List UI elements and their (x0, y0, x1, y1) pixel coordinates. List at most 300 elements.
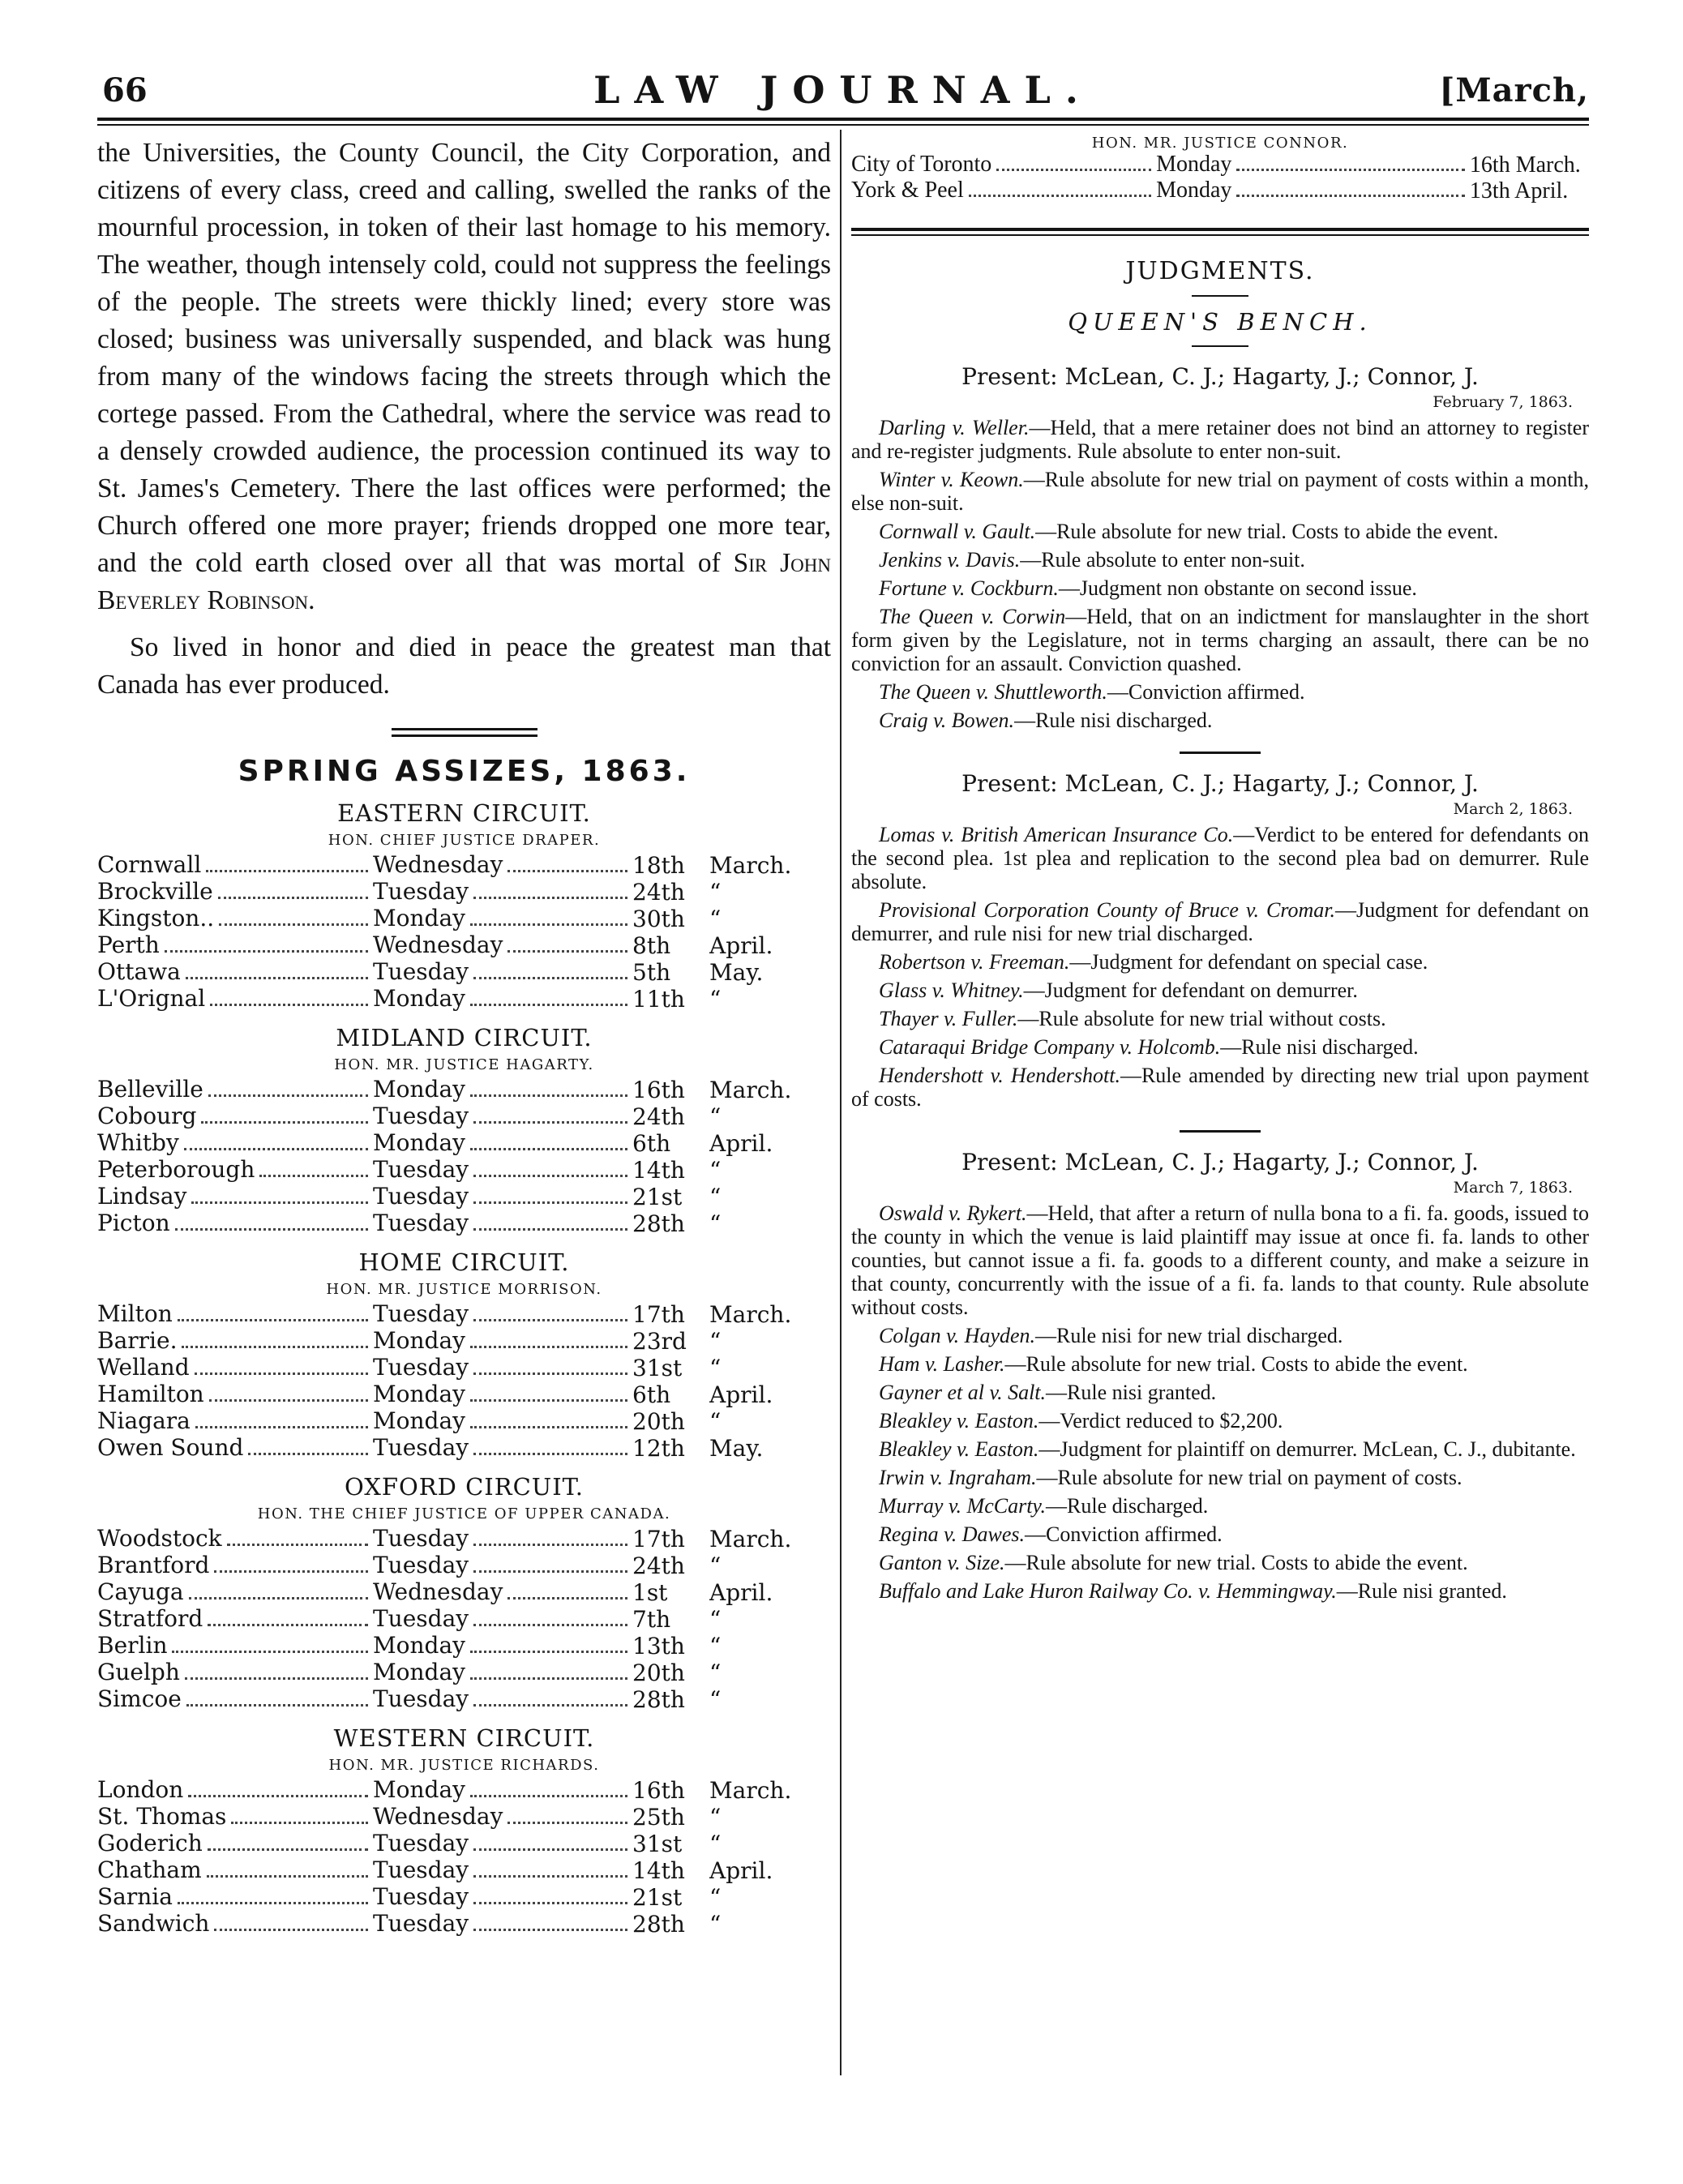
leader-dots (473, 1372, 627, 1375)
month-cell: “ (709, 1831, 722, 1857)
leader-dots (184, 1148, 368, 1150)
circuit-schedule (97, 1077, 831, 1237)
case-title: Cornwall v. Gault. (879, 520, 1036, 543)
case-text: —Rule discharged. (1046, 1494, 1209, 1518)
place-cell (97, 1831, 373, 1857)
case-entry (851, 1352, 1589, 1376)
schedule-row (97, 1130, 831, 1157)
case-entry (851, 1324, 1589, 1347)
place-name: Kingston.. (97, 906, 215, 931)
case-entry (851, 1201, 1589, 1319)
case-text: —Judgment for plaintiff on demurrer. McLean, C. J., dubitante. (1038, 1437, 1576, 1461)
month-cell: April. (709, 1130, 773, 1157)
day-cell (373, 932, 632, 959)
schedule-row (97, 1435, 831, 1462)
place-cell (97, 1355, 373, 1381)
circuit-judge: HON. MR. JUSTICE MORRISON. (326, 1281, 602, 1298)
place-name: Owen Sound (97, 1435, 244, 1461)
case-entry (851, 680, 1589, 704)
case-title: Oswald v. Rykert. (879, 1201, 1027, 1225)
case-text: —Held, that a mere retainer does not bind an attorney to register and re-register judgments. Rule absolute to enter non-suit. (851, 416, 1589, 463)
weekday: Tuesday (373, 1210, 469, 1236)
leader-dots (473, 1544, 627, 1546)
case-entry (851, 1007, 1589, 1030)
schedule-row (97, 1606, 831, 1633)
weekday: Tuesday (373, 1103, 469, 1129)
month-cell: March. (709, 1077, 792, 1103)
place-cell (97, 986, 373, 1013)
case-entry (851, 576, 1589, 600)
month-cell: “ (709, 1804, 722, 1831)
schedule-row (97, 932, 831, 959)
leader-dots (206, 870, 368, 872)
leader-dots (178, 1902, 368, 1904)
place-name: Barrie. (97, 1328, 178, 1354)
judgment-date: March 7, 1863. (1453, 1179, 1573, 1197)
month-cell: March. (709, 1301, 792, 1328)
case-text: —Rule absolute to enter non-suit. (1020, 548, 1305, 572)
place-name: Whitby (97, 1130, 179, 1156)
case-entry (851, 468, 1589, 515)
schedule-row (97, 1184, 831, 1210)
judgment-date: February 7, 1863. (1432, 393, 1573, 411)
weekday: Wednesday (373, 1804, 503, 1830)
date-cell: 13th (632, 1633, 685, 1659)
place-cell (97, 1606, 373, 1633)
case-title: Irwin v. Ingraham. (879, 1466, 1037, 1489)
leader-dots (507, 870, 627, 872)
right-column (851, 135, 1589, 1603)
case-entry (851, 1494, 1589, 1518)
leader-dots (473, 1848, 627, 1851)
case-title: Ganton v. Size. (879, 1551, 1005, 1574)
circuit-judge: HON. CHIEF JUSTICE DRAPER. (328, 832, 601, 849)
leader-dots (473, 1228, 627, 1231)
leader-dots (172, 1651, 368, 1653)
weekday: Monday (373, 1777, 465, 1803)
weekday: Monday (373, 906, 465, 931)
day-cell (373, 1606, 632, 1633)
schedule-row (97, 879, 831, 906)
place-name: York & Peel (851, 178, 964, 203)
place-name: City of Toronto (851, 152, 992, 177)
date-cell: 6th (632, 1381, 671, 1408)
date-cell: 16th (632, 1077, 685, 1103)
month-cell: March. (709, 1526, 792, 1552)
weekday: Wednesday (373, 1579, 503, 1605)
leader-dots (259, 1175, 368, 1177)
day-cell (373, 1579, 632, 1606)
place-cell (97, 1408, 373, 1435)
month-cell: “ (709, 1633, 722, 1659)
place-cell (97, 1911, 373, 1938)
place-name: Belleville (97, 1077, 203, 1103)
month-cell: “ (709, 1884, 722, 1911)
place-cell (97, 1526, 373, 1552)
leader-dots (507, 1822, 627, 1824)
circuit-title: OXFORD CIRCUIT. (345, 1473, 584, 1501)
day-cell (373, 1435, 632, 1462)
leader-dots (470, 1795, 627, 1797)
day-cell (373, 1552, 632, 1579)
date-cell: 31st (632, 1831, 683, 1857)
leader-dots (207, 1875, 368, 1878)
leader-dots (208, 1094, 368, 1097)
case-title: Regina v. Dawes. (879, 1522, 1026, 1546)
weekday: Monday (373, 1381, 465, 1407)
leader-dots (201, 1121, 368, 1124)
leader-dots (473, 977, 627, 979)
place-name: Simcoe (97, 1686, 182, 1712)
month-cell: April. (709, 1381, 773, 1408)
case-title: Cataraqui Bridge Company v. Holcomb. (879, 1035, 1221, 1059)
day-cell (373, 1659, 632, 1686)
leader-dots (218, 897, 368, 899)
day-cell (1156, 152, 1470, 178)
section-separator (1180, 1130, 1261, 1133)
place-name: Hamilton (97, 1381, 204, 1407)
case-entry (851, 1437, 1589, 1461)
month-cell: May. (709, 959, 764, 986)
case-entry (851, 1035, 1589, 1059)
weekday: Tuesday (373, 1884, 469, 1910)
case-title: Darling v. Weller. (879, 416, 1030, 439)
month-cell: “ (709, 1606, 722, 1633)
month-cell: “ (709, 1210, 722, 1237)
judgments-rule-thin (851, 234, 1589, 236)
place-name: Berlin (97, 1633, 168, 1659)
column-divider (840, 130, 842, 2075)
place-cell (97, 1686, 373, 1713)
leader-dots (178, 1319, 368, 1321)
month-cell: “ (709, 1408, 722, 1435)
place-name: Milton (97, 1301, 173, 1327)
case-text: —Verdict reduced to $2,200. (1038, 1409, 1283, 1432)
weekday: Wednesday (373, 852, 503, 878)
case-title: Colgan v. Hayden. (879, 1324, 1036, 1347)
place-cell (97, 1884, 373, 1911)
place-name: Picton (97, 1210, 170, 1236)
leader-dots (210, 1004, 368, 1006)
weekday: Tuesday (373, 1831, 469, 1856)
case-text: —Rule absolute for new trial on payment of costs within a month, else non-suit. (851, 468, 1589, 515)
place-cell (97, 1103, 373, 1130)
month-cell: “ (709, 1157, 722, 1184)
date-cell: 28th (632, 1686, 685, 1713)
case-entry (851, 823, 1589, 893)
leader-dots (470, 1148, 627, 1150)
month-cell: May. (709, 1435, 764, 1462)
leader-dots (227, 1544, 368, 1546)
case-entry (851, 1409, 1589, 1432)
judgment-date: March 2, 1863. (1453, 800, 1573, 818)
date-cell: 5th (632, 959, 671, 986)
case-title: Gayner et al v. Salt. (879, 1381, 1047, 1404)
case-text: —Conviction affirmed. (1107, 680, 1305, 704)
leader-dots (969, 195, 1151, 197)
schedule-row (97, 1777, 831, 1804)
case-text: —Rule amended by directing new trial upon payment of costs. (851, 1064, 1589, 1111)
schedule-row (97, 1328, 831, 1355)
schedule-row (97, 1526, 831, 1552)
day-cell (373, 906, 632, 932)
place-cell (97, 1157, 373, 1184)
judgment-sections (851, 363, 1589, 1603)
place-name: L'Orignal (97, 986, 206, 1012)
case-text: —Rule nisi discharged. (1220, 1035, 1419, 1059)
place-name: Cayuga (97, 1579, 184, 1605)
place-name: Perth (97, 932, 160, 958)
weekday: Tuesday (373, 879, 469, 905)
month-cell: April. (709, 932, 773, 959)
schedule-row (97, 1659, 831, 1686)
schedule-row (97, 1831, 831, 1857)
date-cell: 24th (632, 1552, 685, 1579)
place-name: Cornwall (97, 852, 202, 878)
date-cell: 20th (632, 1408, 685, 1435)
leader-dots (470, 1426, 627, 1428)
place-cell (97, 1659, 373, 1686)
case-entry (851, 605, 1589, 675)
date-cell: 17th (632, 1526, 685, 1552)
case-title: Ham v. Lasher. (879, 1352, 1005, 1376)
header-rule-thin (97, 124, 1589, 126)
place-name: Niagara (97, 1408, 191, 1434)
case-title: Hendershott v. Hendershott. (879, 1064, 1120, 1087)
weekday: Tuesday (373, 1157, 469, 1183)
leader-dots (214, 1570, 368, 1573)
weekday: Monday (373, 1408, 465, 1434)
place-cell (97, 879, 373, 906)
case-entry (851, 1551, 1589, 1574)
place-cell (97, 852, 373, 879)
leader-dots (195, 1426, 368, 1428)
circuit-judge: HON. THE CHIEF JUSTICE OF UPPER CANADA. (257, 1505, 671, 1522)
month-cell: “ (709, 1355, 722, 1381)
leader-dots (473, 1902, 627, 1904)
connor-heading: HON. MR. JUSTICE CONNOR. (1091, 135, 1349, 152)
weekday: Monday (1156, 152, 1232, 177)
month-cell: April. (709, 1857, 773, 1884)
case-text: —Rule absolute for new trial. Costs to abide the event. (1004, 1352, 1468, 1376)
leader-dots (473, 1570, 627, 1573)
paragraph-procession-end: . (308, 585, 315, 615)
place-cell (97, 1857, 373, 1884)
assizes-title: SPRING ASSIZES, 1863. (238, 755, 691, 788)
leader-dots (182, 1346, 368, 1348)
leader-dots (186, 1704, 368, 1707)
header-rule (97, 118, 1589, 121)
place-cell (97, 1301, 373, 1328)
leader-dots (248, 1453, 368, 1455)
section-rule (392, 728, 537, 737)
place-cell (97, 1077, 373, 1103)
place-name: St. Thomas (97, 1804, 227, 1830)
place-name: Peterborough (97, 1157, 255, 1183)
day-cell (373, 1831, 632, 1857)
schedule-row (851, 178, 1589, 203)
month-cell: March. (709, 852, 792, 879)
leader-dots (470, 1346, 627, 1348)
case-text: —Judgment for defendant on demurrer. (1023, 979, 1358, 1002)
case-text: —Held, that on an indictment for manslaughter in the short form given by the Legislature, not in terms charging an assault, there can be no conviction for an assault. Conviction quashed. (851, 605, 1589, 675)
schedule-row (97, 1408, 831, 1435)
weekday: Tuesday (373, 1606, 469, 1632)
weekday: Wednesday (373, 932, 503, 958)
place-name: Stratford (97, 1606, 203, 1632)
connor-schedule (851, 152, 1589, 203)
section-separator (1180, 752, 1261, 754)
place-cell (97, 1633, 373, 1659)
case-entry (851, 1466, 1589, 1489)
place-cell (851, 178, 1156, 203)
schedule-row (97, 1381, 831, 1408)
case-entry (851, 1381, 1589, 1404)
schedule-row (97, 1884, 831, 1911)
date-cell: 7th (632, 1606, 671, 1633)
schedule-row (97, 1579, 831, 1606)
month-cell: “ (709, 1686, 722, 1713)
case-title: Robertson v. Freeman. (879, 950, 1070, 974)
case-text: —Rule nisi granted. (1336, 1579, 1507, 1603)
place-name: Woodstock (97, 1526, 222, 1552)
judgments-title: JUDGMENTS. (1125, 257, 1315, 285)
schedule-row (97, 1077, 831, 1103)
day-cell (373, 986, 632, 1013)
leader-dots (186, 977, 368, 979)
leader-dots (175, 1228, 368, 1231)
present-judges: Present: McLean, C. J.; Hagarty, J.; Connor, J. (961, 363, 1479, 390)
robinson-name: Sir John Beverley Robinson (97, 548, 831, 615)
date-cell: 21st (632, 1184, 683, 1210)
leader-dots (188, 1795, 368, 1797)
day-cell (373, 1526, 632, 1552)
schedule-row (97, 1210, 831, 1237)
case-text: —Conviction affirmed. (1025, 1522, 1223, 1546)
date-cell: 24th (632, 879, 685, 906)
leader-dots (219, 923, 368, 926)
date-cell: 18th (632, 852, 685, 879)
case-title: Buffalo and Lake Huron Railway Co. v. Hemmingway. (879, 1579, 1337, 1603)
schedule-row (97, 1804, 831, 1831)
weekday: Tuesday (373, 1301, 469, 1327)
place-cell (97, 1579, 373, 1606)
case-title: Provisional Corporation County of Bruce v. Cromar. (879, 898, 1336, 922)
day-cell (373, 1103, 632, 1130)
left-column (97, 135, 831, 1938)
place-name: Guelph (97, 1659, 180, 1685)
date-cell: 6th (632, 1130, 671, 1157)
place-cell (97, 1435, 373, 1462)
schedule-row (97, 906, 831, 932)
case-text: —Rule absolute for new trial without costs. (1017, 1007, 1386, 1030)
weekday: Tuesday (373, 1857, 469, 1883)
case-text: —Judgment for defendant on special case. (1069, 950, 1428, 974)
leader-dots (1236, 169, 1465, 171)
month-cell: “ (709, 879, 722, 906)
day-cell (373, 1911, 632, 1938)
schedule-row (97, 1552, 831, 1579)
case-title: Lomas v. British American Insurance Co. (879, 823, 1234, 846)
leader-dots (208, 1624, 368, 1626)
case-text: —Rule absolute for new trial on payment of costs. (1036, 1466, 1462, 1489)
case-title: Bleakley v. Easton. (879, 1409, 1039, 1432)
leader-dots (470, 1004, 627, 1006)
weekday: Monday (373, 1328, 465, 1354)
date-cell: 24th (632, 1103, 685, 1130)
schedule-row (97, 959, 831, 986)
case-text: —Verdict to be entered for defendants on the second plea. 1st plea and replication to the second plea bad on demurrer. Rule absolute. (851, 823, 1589, 893)
case-entry (851, 1579, 1589, 1603)
leader-dots (473, 1875, 627, 1878)
schedule-row (97, 1633, 831, 1659)
place-name: Chatham (97, 1857, 202, 1883)
leader-dots (165, 950, 368, 953)
journal-title: LAW JOURNAL. (593, 68, 1093, 112)
day-cell (373, 1157, 632, 1184)
day-cell (373, 1130, 632, 1157)
place-name: Brockville (97, 879, 213, 905)
leader-dots (473, 1201, 627, 1204)
day-cell (373, 959, 632, 986)
month-cell: “ (709, 1328, 722, 1355)
schedule-row (97, 1301, 831, 1328)
paragraph-closing: So lived in honor and died in peace the greatest man that Canada has ever produced. (97, 632, 831, 700)
day-cell (373, 1408, 632, 1435)
leader-dots (470, 923, 627, 926)
day-cell (1156, 178, 1470, 203)
circuit-title: MIDLAND CIRCUIT. (336, 1024, 593, 1051)
day-cell (373, 1210, 632, 1237)
date-cell: 20th (632, 1659, 685, 1686)
circuit-title: EASTERN CIRCUIT. (337, 799, 591, 827)
case-text: —Rule nisi for new trial discharged. (1035, 1324, 1343, 1347)
weekday: Monday (373, 1659, 465, 1685)
date-cell: 21st (632, 1884, 683, 1911)
day-cell (373, 852, 632, 879)
present-judges: Present: McLean, C. J.; Hagarty, J.; Connor, J. (961, 770, 1479, 797)
date-cell: 12th (632, 1435, 685, 1462)
leader-dots (231, 1822, 368, 1824)
month-cell: “ (709, 1184, 722, 1210)
circuit-judge: HON. MR. JUSTICE RICHARDS. (328, 1757, 600, 1774)
case-entry (851, 416, 1589, 463)
circuits-container (97, 799, 831, 1938)
case-text: —Judgment non obstante on second issue. (1058, 576, 1417, 600)
date-cell: 17th (632, 1301, 685, 1328)
leader-dots (473, 897, 627, 899)
place-name: Goderich (97, 1831, 203, 1856)
schedule-row (97, 1355, 831, 1381)
case-entry (851, 709, 1589, 732)
leader-dots (209, 1399, 368, 1402)
day-cell (373, 1633, 632, 1659)
case-text: —Rule absolute for new trial. Costs to abide the event. (1035, 520, 1499, 543)
month-cell: “ (709, 1552, 722, 1579)
weekday: Monday (1156, 178, 1232, 203)
place-cell (97, 1804, 373, 1831)
weekday: Tuesday (373, 1686, 469, 1712)
schedule-row (97, 1857, 831, 1884)
place-cell (97, 1777, 373, 1804)
paragraph-procession (97, 135, 831, 619)
leader-dots (470, 1677, 627, 1680)
month-cell: “ (709, 1659, 722, 1686)
case-title: Thayer v. Fuller. (879, 1007, 1018, 1030)
schedule-row (97, 1686, 831, 1713)
case-title: Murray v. McCarty. (879, 1494, 1047, 1518)
date-cell: 25th (632, 1804, 685, 1831)
